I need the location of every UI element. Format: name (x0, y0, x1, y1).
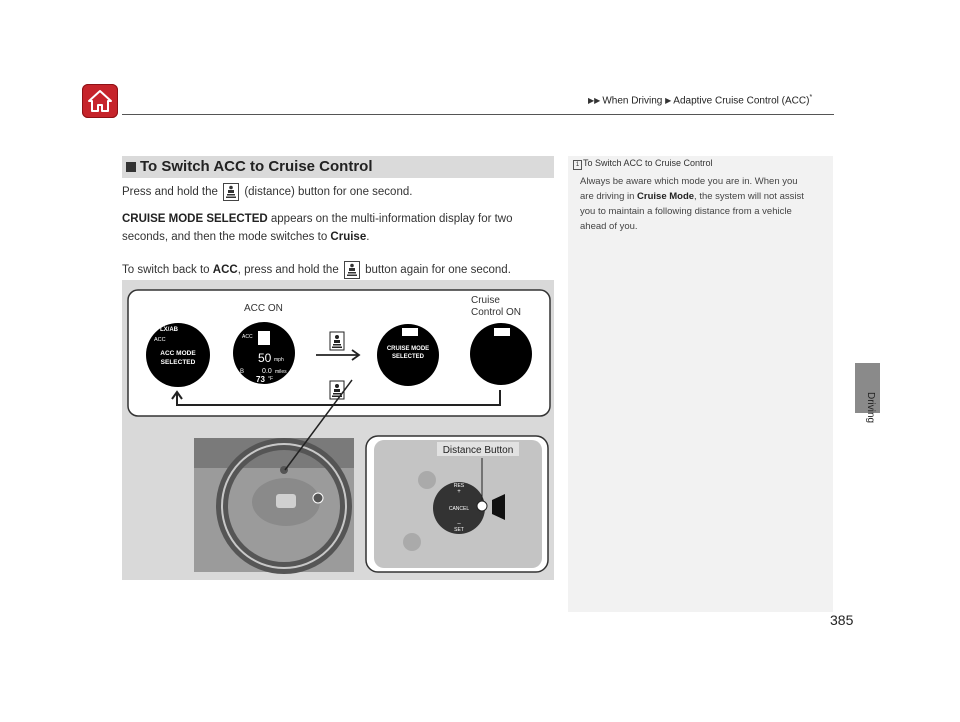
breadcrumb-item-acc[interactable]: Adaptive Cruise Control (ACC) (673, 95, 810, 107)
illustration (122, 280, 554, 580)
display2-b: B (240, 369, 245, 375)
note-title: 1 To Switch ACC to Cruise Control (573, 158, 713, 170)
distance-bars-icon (258, 331, 270, 345)
set-label: SET (454, 527, 464, 533)
paragraph-1: Press and hold the (distance) button for one second. (122, 183, 412, 201)
distance-button-icon (344, 261, 360, 279)
display2-acc: ACC (242, 334, 253, 340)
display2-dist-unit: miles (275, 369, 287, 375)
display1-line1: ACC MODE (160, 350, 196, 357)
home-icon (82, 84, 118, 118)
display2-temp: 73 (256, 375, 265, 384)
plus-label: + (457, 489, 461, 495)
display3-line2: SELECTED (391, 354, 425, 360)
note-number-icon: 1 (573, 160, 582, 170)
footnote-mark: * (809, 94, 813, 101)
page-number: 385 (830, 612, 854, 628)
paragraph-2-line-1: CRUISE MODE SELECTED appears on the multi-information display for two (122, 213, 513, 225)
section-header (122, 156, 554, 178)
section-bullet-icon (126, 162, 136, 172)
cancel-label: CANCEL (448, 506, 470, 512)
paragraph-2-line-2: seconds, and then the mode switches to Cruise. (122, 231, 370, 243)
display1-line2: SELECTED (160, 359, 196, 366)
paragraph-3: To switch back to ACC, press and hold the button again for one second. (122, 261, 511, 279)
breadcrumb (588, 94, 812, 106)
display2-temp-unit: °F (268, 376, 274, 382)
breadcrumb-arrow-icon: ▶▶ (588, 96, 601, 106)
distance-button[interactable] (477, 501, 487, 511)
note-body: Always be aware which mode you are in. When you are driving in Cruise Mode, the system will not assist you to maintain a following distance from a vehicle ahead of you. (580, 176, 804, 232)
header-divider (122, 114, 834, 115)
res-label: RES (453, 483, 465, 489)
home-button[interactable] (82, 84, 118, 118)
display3-line1: CRUISE MODE (386, 346, 430, 352)
display2-speed: 50 (258, 351, 272, 365)
display2-dist: 0.0 (262, 368, 272, 375)
display1-acc: ACC (154, 337, 166, 343)
breadcrumb-item-when-driving[interactable]: When Driving (602, 95, 663, 107)
label-cruise-1: Cruise (471, 295, 500, 306)
honda-logo-icon (276, 494, 296, 508)
acc-switch-diagram (122, 280, 554, 580)
minus-label: – (457, 521, 461, 527)
display1-top: LX/AB (160, 327, 178, 333)
cruise-badge-icon (402, 328, 418, 336)
label-acc-on: ACC ON (244, 303, 283, 314)
chapter-tab-label: Driving (865, 392, 876, 424)
label-distance-button: Distance Button (442, 445, 514, 456)
label-cruise-2: Control ON (471, 307, 522, 318)
breadcrumb-arrow-icon: ▶ (665, 96, 672, 106)
distance-button-icon (223, 183, 239, 201)
display2-unit: mph (274, 357, 284, 363)
cruise-badge-icon (494, 328, 510, 336)
section-title: To Switch ACC to Cruise Control (140, 158, 373, 175)
note-panel (568, 156, 833, 612)
